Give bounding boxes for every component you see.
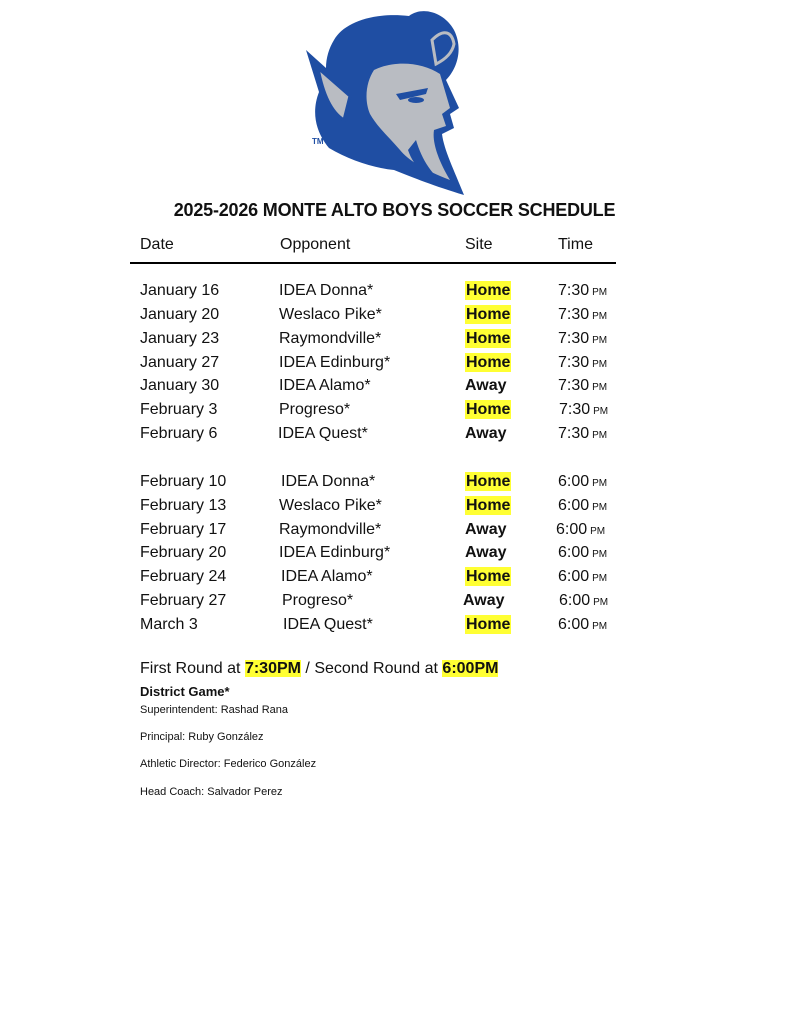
game-time bbox=[558, 543, 607, 565]
game-date: January 20 bbox=[140, 306, 220, 323]
game-opponent: IDEA Alamo* bbox=[281, 568, 373, 585]
game-opponent: IDEA Donna* bbox=[279, 282, 374, 299]
time-value: 7:30 bbox=[558, 306, 590, 323]
header-site: Site bbox=[465, 236, 493, 253]
game-opponent: Weslaco Pike* bbox=[279, 306, 382, 323]
game-date: February 27 bbox=[140, 592, 227, 609]
game-date: February 6 bbox=[140, 425, 218, 442]
game-time bbox=[558, 376, 607, 398]
game-opponent: IDEA Edinburg* bbox=[279, 544, 391, 561]
game-date: February 17 bbox=[140, 521, 227, 538]
site-label: Home bbox=[466, 354, 511, 371]
game-site bbox=[465, 567, 511, 587]
time-ampm: PM bbox=[592, 287, 608, 298]
first-round-label: First Round at bbox=[140, 660, 241, 677]
time-ampm: PM bbox=[592, 311, 608, 322]
game-time bbox=[559, 591, 608, 613]
time-ampm: PM bbox=[592, 549, 608, 560]
time-value: 6:00 bbox=[558, 497, 590, 514]
trademark-mark: TM bbox=[312, 137, 324, 146]
game-site bbox=[463, 591, 505, 611]
game-time bbox=[558, 472, 607, 494]
game-date: February 20 bbox=[140, 544, 227, 561]
game-site bbox=[465, 400, 511, 420]
game-time bbox=[558, 424, 607, 446]
time-value: 6:00 bbox=[558, 473, 590, 490]
game-site bbox=[465, 520, 507, 540]
time-value: 7:30 bbox=[558, 354, 590, 371]
time-value: 6:00 bbox=[559, 592, 591, 609]
game-date: January 23 bbox=[140, 330, 220, 347]
time-value: 6:00 bbox=[558, 568, 590, 585]
time-value: 6:00 bbox=[558, 544, 590, 561]
game-site bbox=[465, 376, 507, 396]
game-time bbox=[558, 496, 607, 518]
game-site bbox=[465, 329, 511, 349]
game-site bbox=[465, 281, 511, 301]
time-ampm: PM bbox=[592, 335, 608, 346]
game-date: March 3 bbox=[140, 616, 198, 633]
game-site bbox=[465, 305, 511, 325]
site-label: Away bbox=[465, 521, 507, 538]
game-site bbox=[465, 353, 511, 373]
time-value: 7:30 bbox=[558, 425, 590, 442]
game-time bbox=[558, 305, 607, 327]
game-opponent: IDEA Quest* bbox=[283, 616, 373, 633]
game-opponent: IDEA Quest* bbox=[278, 425, 368, 442]
devil-mascot-logo bbox=[304, 10, 482, 198]
site-label: Away bbox=[465, 425, 507, 442]
game-date: January 30 bbox=[140, 377, 220, 394]
game-time bbox=[558, 281, 607, 303]
game-time bbox=[559, 400, 608, 422]
game-time bbox=[558, 329, 607, 351]
game-opponent: Weslaco Pike* bbox=[279, 497, 382, 514]
staff-principal: Principal: Ruby González bbox=[140, 731, 264, 743]
time-ampm: PM bbox=[592, 621, 608, 632]
time-value: 7:30 bbox=[558, 330, 590, 347]
game-time bbox=[556, 520, 605, 542]
time-ampm: PM bbox=[593, 406, 609, 417]
time-value: 6:00 bbox=[556, 521, 588, 538]
game-opponent: Progreso* bbox=[282, 592, 354, 609]
game-date: January 27 bbox=[140, 354, 220, 371]
game-site bbox=[465, 496, 511, 516]
game-date: February 10 bbox=[140, 473, 227, 490]
header-divider bbox=[130, 262, 616, 264]
game-site bbox=[465, 472, 511, 492]
second-round-label: / Second Round at bbox=[305, 660, 438, 677]
time-ampm: PM bbox=[592, 573, 608, 584]
time-value: 7:30 bbox=[558, 282, 590, 299]
game-date: February 13 bbox=[140, 497, 227, 514]
game-opponent: Raymondville* bbox=[279, 521, 382, 538]
game-date: February 24 bbox=[140, 568, 227, 585]
time-value: 6:00 bbox=[558, 616, 590, 633]
header-time: Time bbox=[558, 236, 593, 253]
time-ampm: PM bbox=[592, 382, 608, 393]
first-round-time: 7:30PM bbox=[244, 660, 301, 677]
site-label: Away bbox=[465, 544, 507, 561]
game-opponent: IDEA Alamo* bbox=[279, 377, 371, 394]
district-game-note: District Game* bbox=[140, 684, 230, 699]
time-value: 7:30 bbox=[558, 377, 590, 394]
time-ampm: PM bbox=[592, 502, 608, 513]
game-time bbox=[558, 567, 607, 589]
page-title: 2025-2026 MONTE ALTO BOYS SOCCER SCHEDULE bbox=[173, 200, 616, 220]
game-opponent: IDEA Donna* bbox=[281, 473, 376, 490]
time-value: 7:30 bbox=[559, 401, 591, 418]
site-label: Home bbox=[466, 401, 511, 418]
game-site bbox=[465, 615, 511, 635]
time-ampm: PM bbox=[592, 430, 608, 441]
game-time bbox=[558, 353, 607, 375]
time-ampm: PM bbox=[590, 526, 606, 537]
game-date: January 16 bbox=[140, 282, 220, 299]
game-site bbox=[465, 543, 507, 563]
game-site bbox=[465, 424, 507, 444]
game-time bbox=[558, 615, 607, 637]
staff-athletic-director: Athletic Director: Federico González bbox=[140, 758, 317, 770]
time-ampm: PM bbox=[592, 359, 608, 370]
game-date: February 3 bbox=[140, 401, 218, 418]
game-opponent: IDEA Edinburg* bbox=[279, 354, 391, 371]
site-label: Home bbox=[466, 497, 511, 514]
site-label: Home bbox=[466, 306, 511, 323]
second-round-time: 6:00PM bbox=[442, 660, 499, 677]
staff-superintendent: Superintendent: Rashad Rana bbox=[140, 704, 288, 716]
site-label: Home bbox=[466, 330, 511, 347]
game-opponent: Raymondville* bbox=[279, 330, 382, 347]
time-ampm: PM bbox=[593, 597, 609, 608]
site-label: Home bbox=[466, 568, 511, 585]
site-label: Away bbox=[463, 592, 505, 609]
header-opponent: Opponent bbox=[280, 236, 351, 253]
game-opponent: Progreso* bbox=[279, 401, 351, 418]
round-times-note bbox=[140, 660, 498, 678]
site-label: Away bbox=[465, 377, 507, 394]
time-ampm: PM bbox=[592, 478, 608, 489]
staff-head-coach: Head Coach: Salvador Perez bbox=[140, 786, 283, 798]
site-label: Home bbox=[466, 282, 511, 299]
site-label: Home bbox=[466, 473, 511, 490]
site-label: Home bbox=[466, 616, 511, 633]
header-date: Date bbox=[140, 236, 174, 253]
